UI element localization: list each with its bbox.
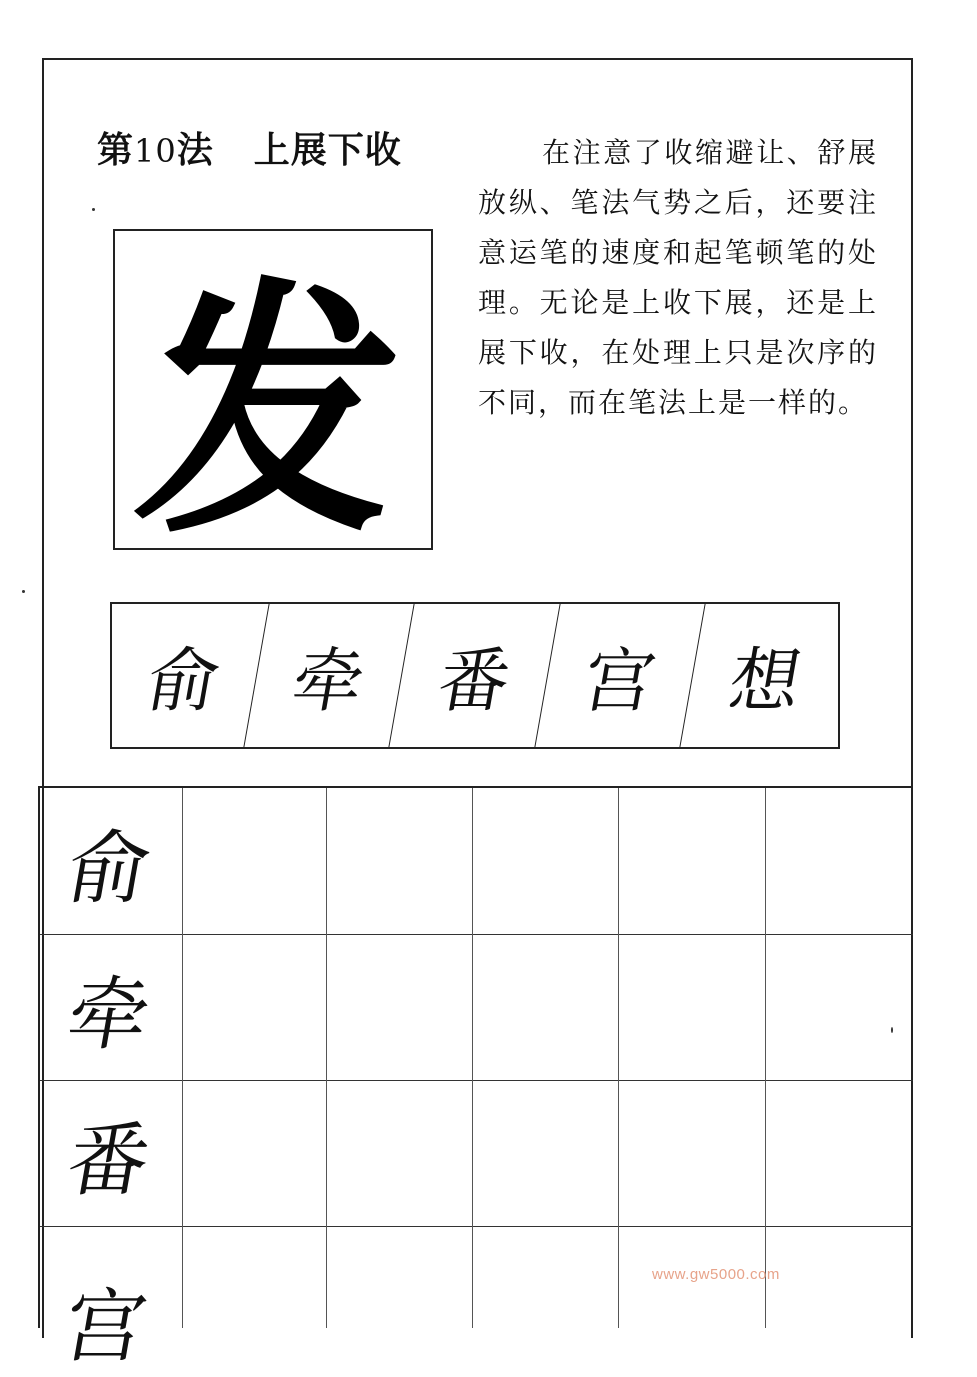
- paper-speck: [891, 1027, 893, 1033]
- practice-row-character: 俞: [60, 821, 157, 915]
- grid-col-line: [326, 788, 327, 1328]
- featured-character-box: [113, 229, 433, 570]
- lesson-title: 上展下收: [253, 129, 402, 171]
- lesson-number: 10: [134, 132, 177, 170]
- paper-speck: [92, 208, 95, 211]
- sample-character: 番: [390, 604, 561, 747]
- sample-character: 牵: [245, 604, 416, 747]
- lesson-heading: [97, 122, 402, 173]
- watermark: www.gw5000.com: [652, 1266, 780, 1283]
- featured-character: 发: [126, 255, 415, 570]
- heading-prefix: 第: [97, 129, 135, 171]
- practice-grid: [38, 786, 913, 1373]
- practice-row-character: 番: [60, 1113, 157, 1207]
- heading-suffix: 法: [176, 129, 214, 171]
- lesson-description: 在注意了收缩避让、舒展放纵、笔法气势之后，还要注意运笔的速度和起笔顿笔的处理。无论是上收下展，还是上展下收，在处理上只是次序的不同，而在笔法上是一样的。: [478, 136, 878, 419]
- sample-character: 想: [722, 640, 808, 722]
- grid-col-line: [618, 788, 619, 1328]
- practice-row-character: 宫: [56, 1280, 154, 1373]
- sample-character: 宫: [536, 604, 707, 747]
- practice-row-character: 牵: [60, 967, 157, 1061]
- sample-character: 俞: [99, 604, 270, 747]
- paper-speck: [22, 590, 25, 593]
- grid-col-line: [765, 788, 766, 1328]
- sample-characters-row: [110, 602, 840, 749]
- grid-col-line: [472, 788, 473, 1328]
